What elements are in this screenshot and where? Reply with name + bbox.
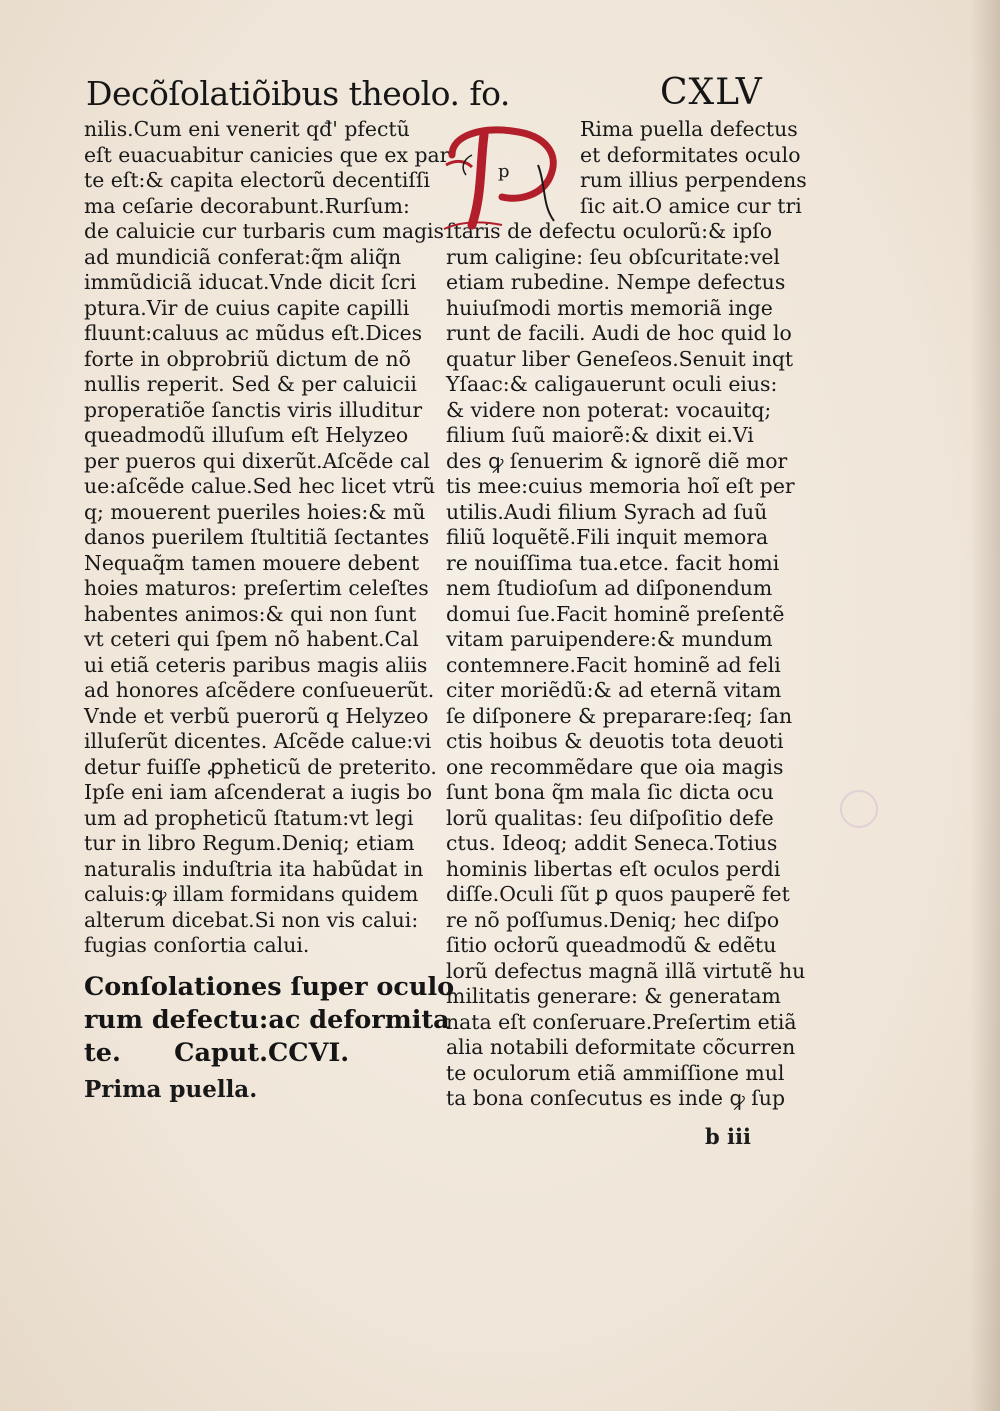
text-line: militatis generare: & generatam — [446, 984, 781, 1008]
text-line: alterum dicebat.Si non vis calui: — [84, 907, 419, 932]
text-line: ſe diſponere & preparare:ſeq; ſan — [446, 703, 793, 728]
text-line: Nequaq̃m tamen mouere debent — [84, 550, 420, 575]
text-line: tis mee:cuius memoria hoĩ eſt per — [446, 474, 795, 498]
text-line: ma ceſarie decorabunt.Rurſum: — [84, 193, 410, 218]
right-column — [446, 117, 807, 1112]
text-line: diſſe.Oculi ſũt ꝑ quos pauperẽ fet — [446, 882, 790, 906]
text-line: te oculorum etiã ammiſſione mul — [446, 1060, 785, 1085]
text-line: ſitio ocłorũ queadmodũ & edẽtu — [446, 933, 777, 957]
text-line: te eſt:& capita electorũ decentiſſi — [84, 168, 431, 192]
text-line: fugias conſortia calui. — [84, 933, 310, 957]
text-line: de caluicie cur turbaris cum magis — [84, 219, 445, 243]
faint-stamp-mark — [840, 790, 878, 828]
text-line: filium ſuũ maiorẽ:& dixit ei.Vi — [446, 423, 754, 447]
text-line: tur in libro Regum.Deniq; etiam — [84, 831, 415, 855]
text-line: utilis.Audi filium Syrach ad ſuũ — [446, 499, 768, 524]
text-line: lorũ defectus magnã illã virtutẽ hu — [446, 958, 806, 983]
text-line: re nouiſſima tua.etce. facit homi — [446, 550, 780, 575]
folio-number: CXLV — [660, 72, 763, 113]
text-line: habentes animos:& qui non ſunt — [84, 601, 417, 626]
text-line: q; mouerent pueriles hoies:& mũ — [84, 499, 426, 524]
text-line: rum caligine: ſeu obſcuritate:vel — [446, 244, 780, 269]
text-line: Vnde et verbũ puerorũ q Helyzeo — [84, 703, 429, 728]
text-line: nilis.Cum eni venerit qđ' pfectũ — [84, 117, 410, 141]
running-head: Decõſolatiõibus theolo. fo. — [86, 74, 510, 113]
text-line: Yſaac:& caligauerunt oculi eius: — [446, 372, 778, 396]
text-line: ptura.Vir de cuius capite capilli — [84, 295, 410, 320]
left-column — [84, 117, 455, 1106]
text-line: hoies maturos: preſertim celeſtes — [84, 576, 429, 600]
text-line: des ꝙ ſenuerim & ignorẽ diẽ mor — [446, 448, 788, 473]
text-line: queadmodũ illuſum eſt Helyzeo — [84, 423, 409, 447]
text-line: eſt euacuabitur canicies que ex par — [84, 142, 450, 167]
text-line: filiũ loquẽtẽ.Fili inquit memora — [446, 525, 769, 549]
text-line: caluis:ꝙ illam formidans quidem — [84, 882, 419, 906]
text-line: danos puerilem ſtultitiã ſectantes — [84, 525, 430, 549]
text-line: fluunt:caluus ac mũdus eſt.Dices — [84, 321, 423, 345]
left-column-text — [84, 117, 450, 959]
text-line: ue:aſcẽde calue.Sed hec licet vtrũ — [84, 474, 436, 498]
text-line: naturalis induſtria ita habũdat in — [84, 856, 424, 881]
text-line: nem ſtudioſum ad diſponendum — [446, 576, 773, 600]
chapter-heading-line: Conſolationes ſuper oculo — [84, 971, 455, 1002]
text-line: nata eſt conſeruare.Preſertim etiã — [446, 1009, 797, 1034]
text-line: one recommẽdare que oia magis — [446, 754, 784, 779]
text-line: ctis hoibus & deuotis tota deuoti — [446, 729, 784, 753]
text-line: Ipſe eni iam aſcenderat a iugis bo — [84, 780, 433, 804]
text-line: detur fuiſſe ꝓpheticũ de preterito. — [84, 754, 437, 779]
text-line: ſtaris de defectu oculorũ:& ipſo — [446, 219, 773, 243]
text-line: & videre non poterat: vocauitq; — [446, 397, 772, 422]
text-line: ui etiã ceteris paribus magis aliis — [84, 652, 428, 677]
text-line: lorũ qualitas: ſeu diſpoſitio defe — [446, 805, 774, 830]
text-line: um ad propheticũ ſtatum:vt legi — [84, 805, 414, 830]
text-line: alia notabili deformitate cõcurren — [446, 1035, 796, 1059]
text-line: huiuſmodi mortis memoriã inge — [446, 295, 773, 320]
text-line: et deformitates oculo — [580, 142, 801, 167]
text-line: per pueros qui dixerũt.Aſcẽde cal — [84, 448, 430, 473]
text-line: properatiõe ſanctis viris illuditur — [84, 397, 423, 422]
right-column-text — [446, 219, 806, 1112]
guide-letter: p — [498, 161, 510, 182]
decorated-initial-icon — [442, 125, 568, 231]
text-line: Rima puella defectus — [580, 117, 798, 141]
text-line: immũdiciã iducat.Vnde dicit ſcri — [84, 270, 417, 294]
text-line: re nõ poſſumus.Deniq; hec diſpo — [446, 907, 780, 932]
text-line: ad honores aſcẽdere conſueuerũt. — [84, 678, 435, 702]
signature-mark: b iii — [705, 1124, 751, 1149]
text-line: runt de facili. Audi de hoc quid lo — [446, 321, 792, 345]
chapter-heading — [84, 971, 455, 1070]
text-line: domui ſue.Facit hominẽ preſentẽ — [446, 601, 785, 626]
text-line: illuſerũt dicentes. Aſcẽde calue:vi — [84, 729, 432, 753]
text-line: vitam paruipendere:& mundum — [446, 627, 773, 651]
text-line: rum illius perpendens — [580, 168, 807, 192]
text-line: quatur liber Geneſeos.Senuit inqt — [446, 346, 794, 371]
text-line: ta bona conſecutus es inde ꝙ ſup — [446, 1086, 785, 1110]
text-line: citer moriẽdũ:& ad eternã vitam — [446, 678, 782, 702]
incipit: Prima puella. — [84, 1075, 258, 1103]
text-line: ſic ait.O amice cur tri — [580, 193, 802, 218]
text-line: nullis reperit. Sed & per caluicii — [84, 372, 417, 396]
text-line: contemnere.Facit hominẽ ad feli — [446, 652, 781, 677]
text-line: etiam rubedine. Nempe defectus — [446, 270, 786, 294]
chapter-heading-line: te. Caput.CCVI. — [84, 1037, 350, 1068]
chapter-heading-line: rum defectu:ac deformita — [84, 1004, 450, 1035]
page-edge-shadow — [970, 0, 1000, 1411]
text-line: forte in obprobriũ dictum de nõ — [84, 346, 411, 371]
text-line: vt ceteri qui ſpem nõ habent.Cal — [84, 627, 419, 651]
text-line: hominis libertas eſt oculos perdi — [446, 856, 781, 881]
text-line: ad mundiciã conferat:q̃m aliq̃n — [84, 244, 402, 269]
text-line: ſunt bona q̃m mala ſic dicta ocu — [446, 780, 774, 804]
text-line: ctus. Ideoq; addit Seneca.Totius — [446, 831, 778, 855]
